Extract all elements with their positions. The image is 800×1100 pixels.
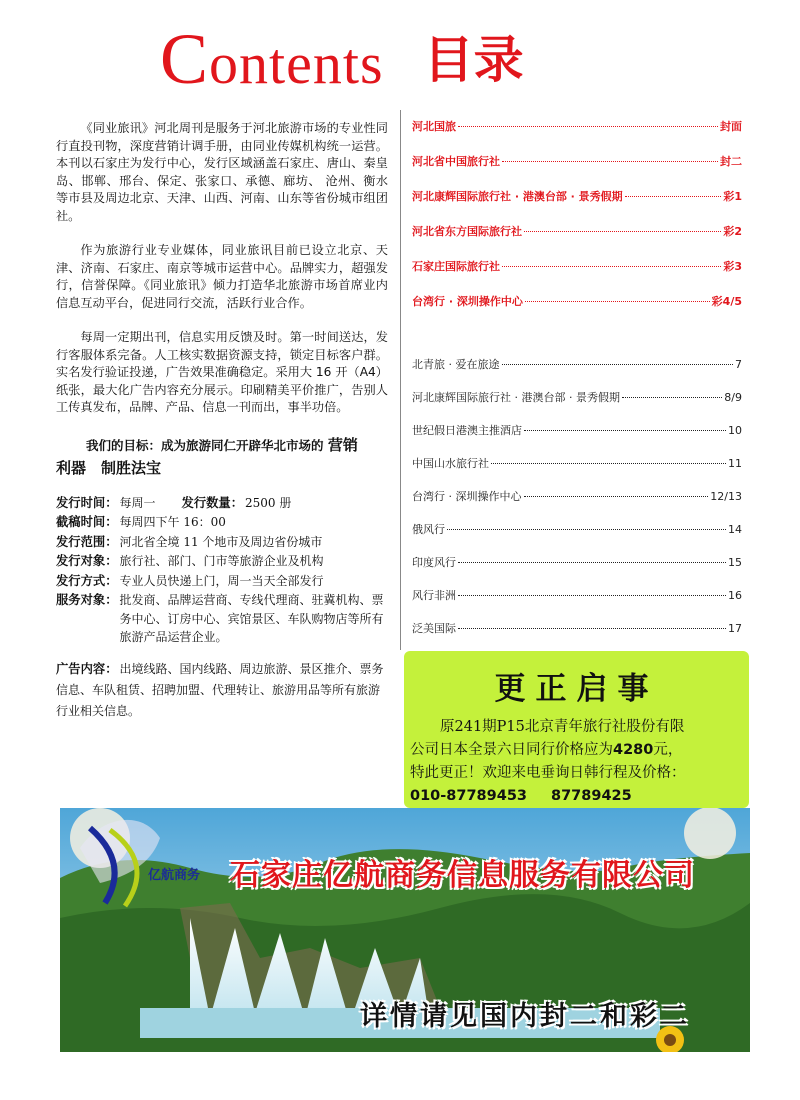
publication-info [56, 494, 388, 722]
goal-statement: 我们的目标：成为旅游同仁开辟华北市场的 营销 利器 制胜法宝 [56, 435, 358, 477]
notice-title: 更正启事 [494, 671, 659, 707]
toc-entry[interactable]: 风行非洲 16 [412, 589, 742, 602]
column-divider [400, 110, 401, 650]
info-row-service: 服务对象： 批发商、品牌运营商、专线代理商、驻冀机构、票务中心、订房中心、宾馆景区、车队购物店等所有旅游产品运营企业。 [56, 593, 384, 644]
toc-entry[interactable]: 河北省东方国际旅行社 彩2 [412, 225, 742, 238]
info-row-target: 发行对象： 旅行社、部门、门市等旅游企业及机构 [56, 554, 324, 568]
info-row-ad: 广告内容： 出境线路、国内线路、周边旅游、景区推介、票务信息、车队租赁、招聘加盟、代理转让、旅游用品等所有旅游行业相关信息。 [56, 661, 384, 718]
info-row-range: 发行范围： 河北省全境 11 个地市及周边省份城市 [56, 534, 323, 549]
banner-footer-text: 详情请见国内封二和彩二 [360, 1001, 690, 1032]
toc-entry[interactable]: 世纪假日港澳主推酒店 10 [412, 424, 742, 437]
title-chinese: 目录 [423, 31, 524, 89]
toc-entry[interactable]: 河北省中国旅行社 封二 [412, 155, 742, 168]
notice-phones: 010-87789453 87789425 [410, 788, 632, 804]
toc-entry[interactable]: 台湾行 · 深圳操作中心 彩4/5 [412, 295, 742, 308]
advert-banner[interactable] [60, 808, 750, 1052]
toc-entry[interactable]: 河北康辉国际旅行社 · 港澳台部 · 景秀假期 8/9 [412, 391, 742, 404]
toc-main-section [412, 356, 742, 653]
toc-entry[interactable]: 中国山水旅行社 11 [412, 457, 742, 470]
intro-column [56, 120, 388, 722]
intro-paragraph-3: 每周一定期出刊，信息实用反馈及时。第一时间送达，发行客服体系完备。人工核实数据资源支持，锁定目标客户群。实名发行验证投递，广告效果准确稳定。采用大 16 开（A4）纸张，最大化广告内容充分展示。印刷精美平价推广，告别人工传真发布，品牌、产品、信息一刊而出，事半功倍。 [56, 330, 388, 414]
toc-entry[interactable]: 河北康辉国际旅行社 · 港澳台部 · 景秀假期 彩1 [412, 190, 742, 203]
title-english: Contents [160, 19, 384, 99]
info-row-method: 发行方式： 专业人员快递上门，周一当天全部发行 [56, 573, 324, 588]
toc-entry[interactable]: 泛美国际 17 [412, 622, 742, 635]
toc-entry[interactable]: 河北国旅 封面 [412, 120, 742, 133]
notice-body: 原241期P15北京青年旅行社股份有限 公司日本全景六日同行价格应为4280元， 特此更正！欢迎来电垂询日韩行程及价格： 010-87789453 87789425 [404, 708, 749, 808]
toc-color-section [412, 118, 742, 328]
toc-entry[interactable]: 台湾行 · 深圳操作中心 12/13 [412, 490, 742, 503]
brand-name: 亿航商务 [148, 868, 201, 883]
intro-paragraph-1: 《同业旅讯》河北周刊是服务于河北旅游市场的专业性同行直投刊物，深度营销计调手册，由同业传媒机构统一运营。本刊以石家庄为发行中心，发行区域涵盖石家庄、唐山、秦皇岛、邯郸、邢台、保定、张家口、承德、廊坊、 沧州、衡水等市县及周边北京、天津、山西、河南、山东等省份城市组团社。 [56, 121, 388, 223]
company-name: 石家庄亿航商务信息服务有限公司 [230, 858, 695, 893]
toc-entry[interactable]: 印度风行 15 [412, 556, 742, 569]
correction-notice [404, 651, 749, 808]
page-title [160, 18, 640, 98]
intro-paragraph-2: 作为旅游行业专业媒体，同业旅讯目前已设立北京、天津、济南、石家庄、南京等城市运营中心。品牌实力，超强发行，信誉保障。《同业旅讯》倾力打造华北旅游市场首席业内信息互动平台，促进同行交流，活跃行业合作。 [56, 243, 388, 310]
toc-entry[interactable]: 石家庄国际旅行社 彩3 [412, 260, 742, 273]
goal-art-1: 营销 [327, 435, 358, 454]
info-row-time: 发行时间： 每周一 发行数量： 2500 册 [56, 495, 292, 510]
goal-art-2: 利器 制胜法宝 [56, 458, 162, 477]
info-row-deadline: 截稿时间： 每周四下午 16：00 [56, 515, 226, 529]
toc-entry[interactable]: 北青旅 · 爱在旅途 7 [412, 358, 742, 371]
toc-entry[interactable]: 俄风行 14 [412, 523, 742, 536]
